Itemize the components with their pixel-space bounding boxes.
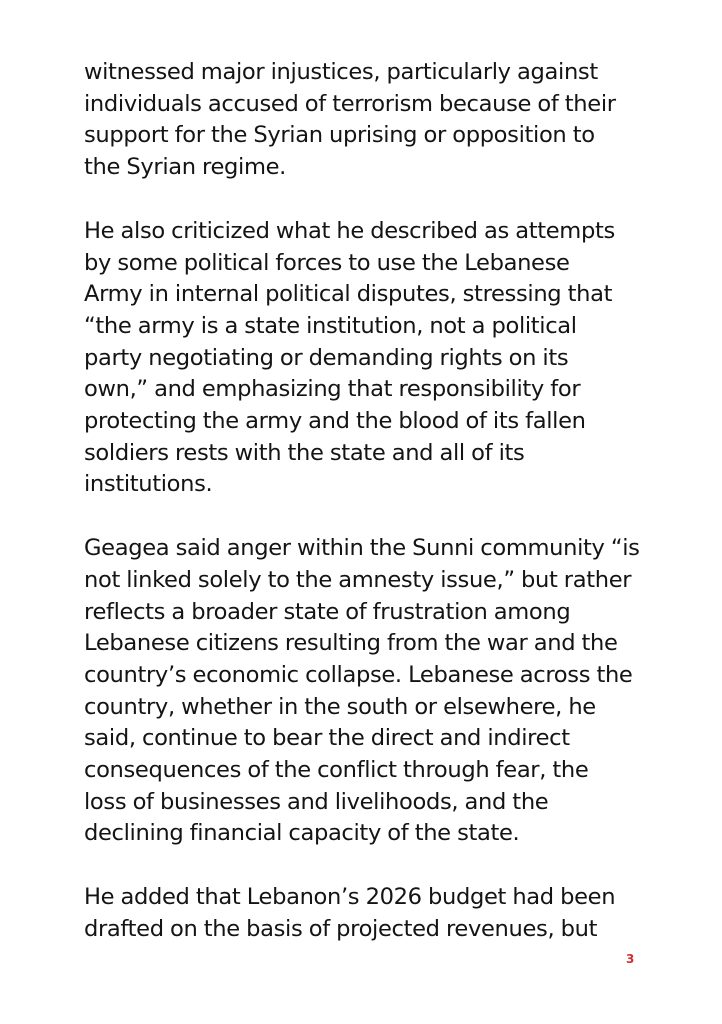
text-line: support for the Syrian uprising or opposition to (84, 122, 595, 149)
text-line: He also criticized what he described as attempts (84, 217, 615, 244)
text-line: loss of businesses and livelihoods, and the (84, 788, 549, 815)
text-line: “the army is a state institution, not a political (84, 312, 577, 339)
text-line: Army in internal political disputes, stressing that (84, 281, 613, 308)
paragraph-3 (84, 533, 644, 850)
text-line: declining financial capacity of the state. (84, 820, 520, 847)
text-line: He added that Lebanon’s 2026 budget had been (84, 884, 616, 911)
text-line: Geagea said anger within the Sunni community “is (84, 535, 640, 562)
text-line: own,” and emphasizing that responsibility for (84, 376, 581, 403)
paragraph-1 (84, 57, 644, 184)
paragraph-4 (84, 882, 644, 945)
text-line: witnessed major injustices, particularly against (84, 59, 598, 85)
text-line: Lebanese citizens resulting from the war and the (84, 630, 618, 657)
text-line: by some political forces to use the Lebanese (84, 249, 570, 276)
text-line: consequences of the conflict through fear, the (84, 757, 589, 784)
article-body (84, 57, 644, 978)
text-line: country, whether in the south or elsewhere, he (84, 693, 596, 720)
text-line: protecting the army and the blood of its fallen (84, 408, 586, 435)
text-line: not linked solely to the amnesty issue,” but rather (84, 566, 632, 593)
text-line: reflects a broader state of frustration among (84, 598, 571, 625)
paragraph-2 (84, 216, 644, 501)
page-number: 3 (626, 952, 635, 966)
text-line: the Syrian regime. (84, 154, 286, 181)
text-line: drafted on the basis of projected revenues, but (84, 915, 598, 942)
text-line: individuals accused of terrorism because of their (84, 90, 616, 117)
text-line: said, continue to bear the direct and indirect (84, 725, 570, 752)
text-line: institutions. (84, 471, 213, 498)
text-line: soldiers rests with the state and all of its (84, 439, 525, 466)
text-line: country’s economic collapse. Lebanese across the (84, 661, 633, 688)
text-line: party negotiating or demanding rights on its (84, 344, 569, 371)
